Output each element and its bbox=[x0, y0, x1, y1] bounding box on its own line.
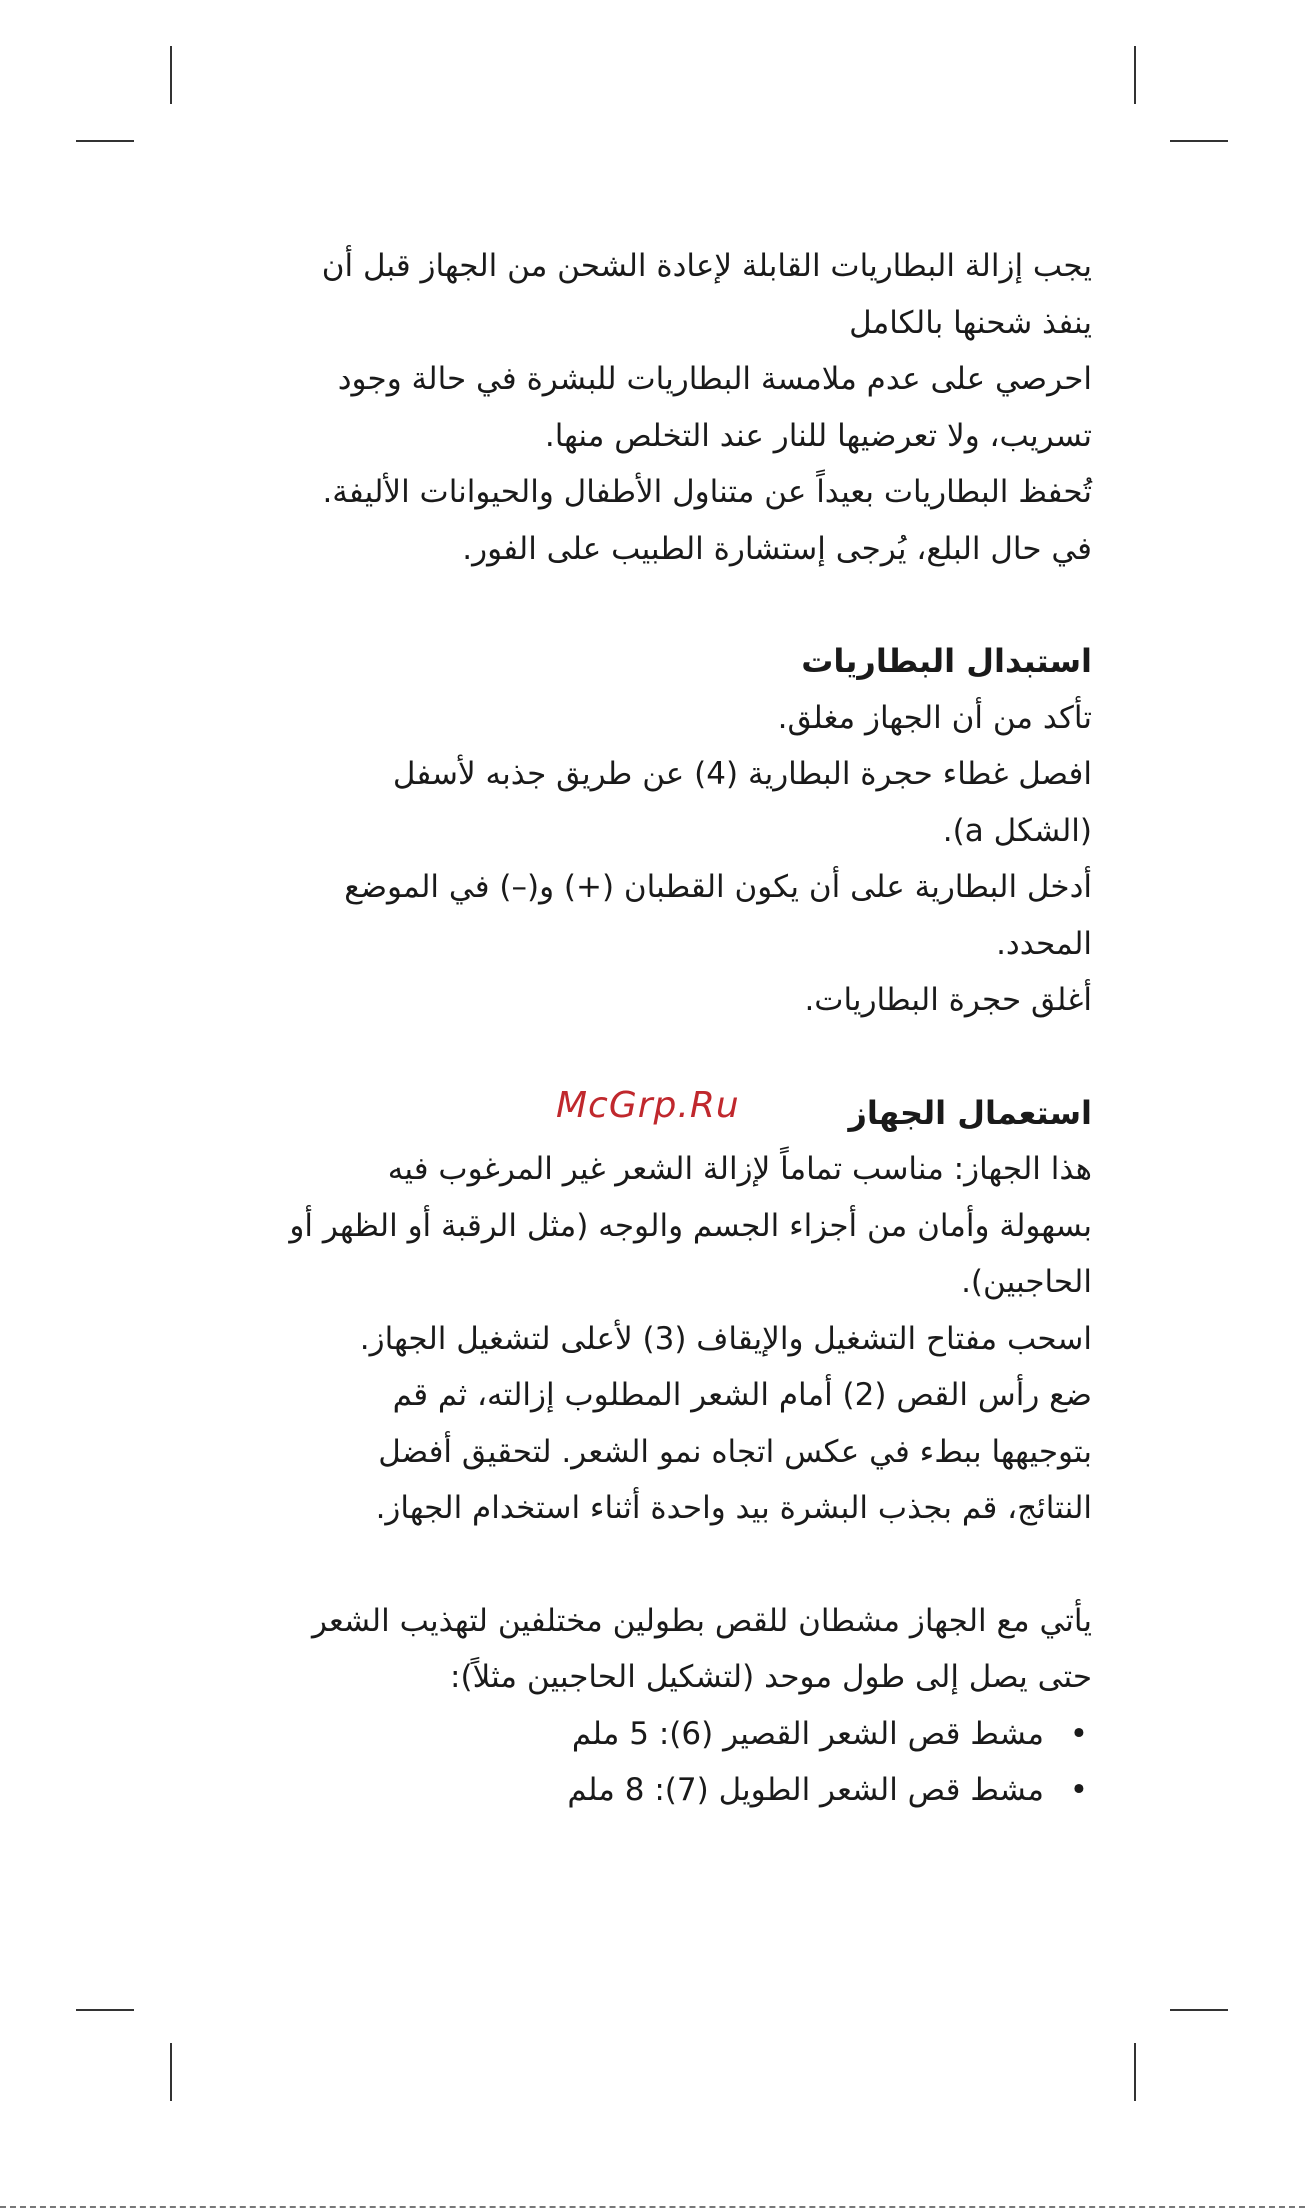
bullet-icon: • bbox=[1069, 1715, 1088, 1752]
text-line: يجب إزالة البطاريات القابلة لإعادة الشحن من الجهاز قبل أن bbox=[321, 248, 1092, 284]
battery-replacement-section bbox=[240, 633, 1092, 1029]
bullet-icon: • bbox=[1069, 1772, 1088, 1808]
text-line: بسهولة وأمان من أجزاء الجسم والوجه (مثل الرقبة أو الظهر أو bbox=[289, 1207, 1092, 1244]
text-line: أغلق حجرة البطاريات. bbox=[804, 982, 1092, 1018]
text-line: تُحفظ البطاريات بعيداً عن متناول الأطفال والحيوانات الأليفة. bbox=[322, 474, 1092, 510]
text-line: افصل غطاء حجرة البطارية (4) عن طريق جذبه لأسفل bbox=[392, 756, 1092, 792]
device-usage-section bbox=[240, 1085, 1092, 1537]
text-line: أدخل البطارية على أن يكون القطبان (+) و(–) في الموضع bbox=[344, 869, 1092, 905]
text-line: المحدد. bbox=[996, 925, 1092, 962]
crop-mark-top-right-vertical bbox=[1134, 46, 1136, 104]
list-item bbox=[240, 1762, 1088, 1819]
text-line: هذا الجهاز: مناسب تماماً لإزالة الشعر غير المرغوب فيه bbox=[387, 1151, 1092, 1187]
list-item-text: مشط قص الشعر القصير (6): 5 ملم bbox=[571, 1715, 1044, 1752]
text-line: اسحب مفتاح التشغيل والإيقاف (3) لأعلى لتشغيل الجهاز. bbox=[359, 1320, 1092, 1357]
text-line: يأتي مع الجهاز مشطان للقص بطولين مختلفين لتهذيب الشعر bbox=[311, 1602, 1092, 1639]
text-line: تسريب، ولا تعرضيها للنار عند التخلص منها. bbox=[544, 417, 1092, 454]
text-line: بتوجيهها ببطء في عكس اتجاه نمو الشعر. لتحقيق أفضل bbox=[378, 1433, 1092, 1470]
text-line: ضع رأس القص (2) أمام الشعر المطلوب إزالته، ثم قم bbox=[392, 1377, 1092, 1413]
text-line: الحاجبين). bbox=[961, 1264, 1092, 1300]
text-line: ينفذ شحنها بالكامل bbox=[849, 304, 1092, 341]
page-content bbox=[240, 238, 1092, 1819]
crop-mark-bottom-right-vertical bbox=[1134, 2043, 1136, 2101]
combs-section bbox=[240, 1593, 1092, 1819]
crop-mark-bottom-left-vertical bbox=[170, 2043, 172, 2101]
crop-mark-bottom-left-horizontal bbox=[76, 2009, 134, 2011]
text-line: (الشكل a). bbox=[942, 812, 1092, 849]
text-line: في حال البلع، يُرجى إستشارة الطبيب على الفور. bbox=[462, 530, 1092, 567]
list-item-text: مشط قص الشعر الطويل (7): 8 ملم bbox=[567, 1772, 1044, 1808]
text-line: احرصي على عدم ملامسة البطاريات للبشرة في حالة وجود bbox=[337, 361, 1092, 397]
crop-mark-top-left-horizontal bbox=[76, 140, 134, 142]
battery-safety-paragraph bbox=[240, 238, 1092, 577]
text-line: حتى يصل إلى طول موحد (لتشكيل الحاجبين مثلاً): bbox=[450, 1659, 1092, 1695]
crop-mark-top-right-horizontal bbox=[1170, 140, 1228, 142]
section-heading-device-usage: استعمال الجهاز bbox=[848, 1093, 1092, 1132]
comb-list bbox=[240, 1706, 1092, 1819]
list-item bbox=[240, 1706, 1088, 1763]
section-heading-battery-replacement: استبدال البطاريات bbox=[801, 642, 1092, 680]
crop-mark-bottom-right-horizontal bbox=[1170, 2009, 1228, 2011]
bottom-cut-line bbox=[0, 2206, 1305, 2208]
text-line: النتائج، قم بجذب البشرة بيد واحدة أثناء استخدام الجهاز. bbox=[375, 1490, 1092, 1526]
crop-mark-top-left-vertical bbox=[170, 46, 172, 104]
watermark: McGrp.Ru bbox=[556, 1085, 740, 1126]
text-line: تأكد من أن الجهاز مغلق. bbox=[777, 699, 1092, 736]
